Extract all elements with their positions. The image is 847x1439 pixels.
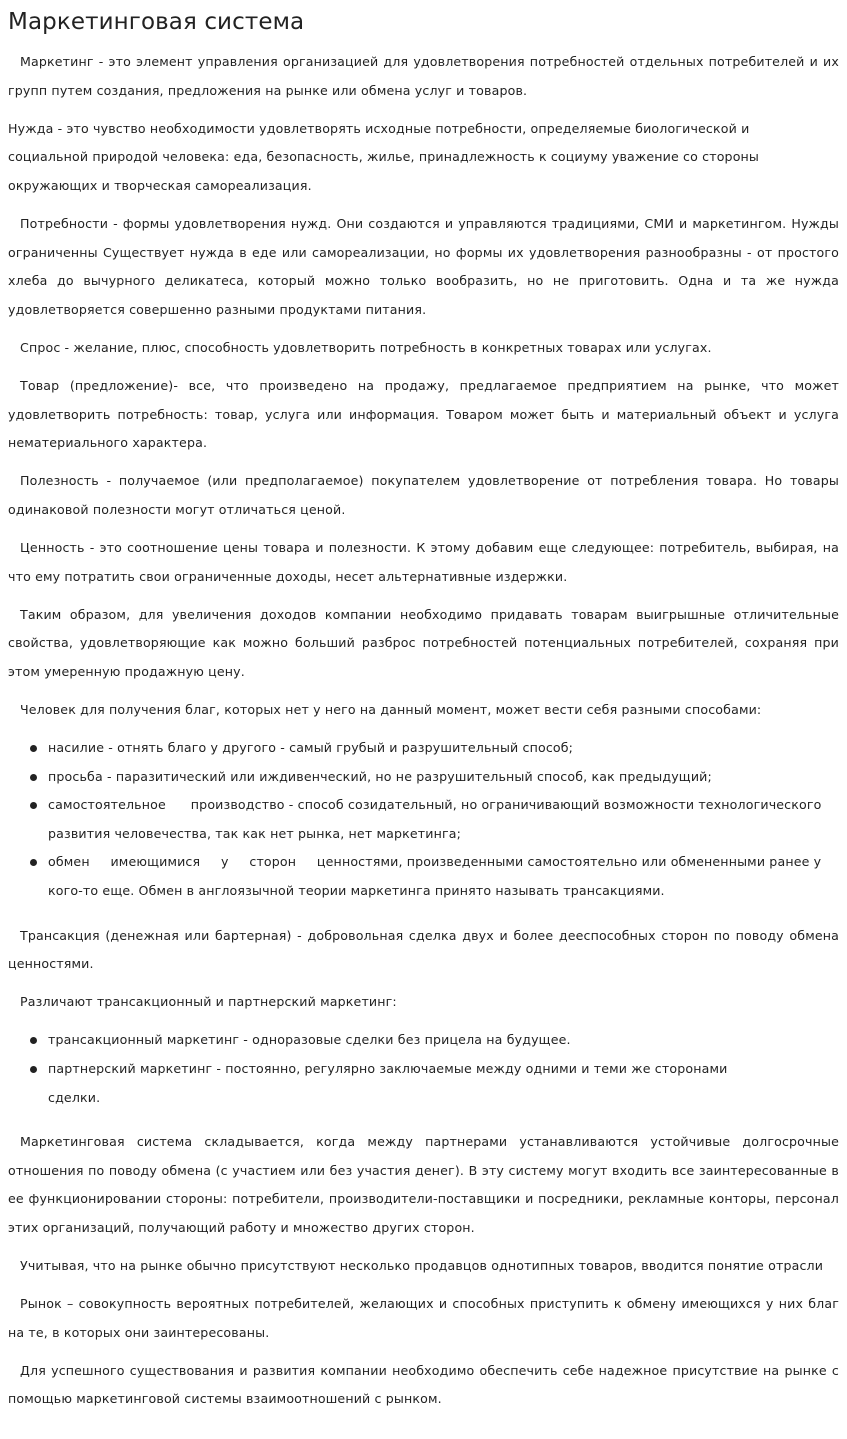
- page-title: Маркетинговая система: [8, 9, 305, 35]
- paragraph-value-definition: Ценность - это соотношение цены товара и полезности. К этому добавим еще следующее: потребитель, выбирая, на что ему потратить свои ограниченные доходы, несет альтернативные издержки.: [8, 539, 839, 584]
- list-item: [48, 763, 839, 792]
- ways-list: [8, 734, 839, 906]
- paragraph-ways-intro: Человек для получения благ, которых нет у него на данный момент, может вести себя разными способами:: [20, 701, 762, 717]
- bullet-icon: [30, 774, 37, 781]
- paragraph-final: Для успешного существования и развития компании необходимо обеспечить себе надежное присутствие на рынке с помощью маркетинговой системы взаимоотношений с рынком.: [8, 1362, 839, 1407]
- paragraph-industry-concept: Учитывая, что на рынке обычно присутствуют несколько продавцов однотипных товаров, вводится понятие отрасли: [20, 1257, 824, 1273]
- bullet-icon: [30, 745, 37, 752]
- marketing-types-list: [8, 1026, 839, 1112]
- bullet-icon: [30, 859, 37, 866]
- paragraph-transaction-definition: Трансакция (денежная или бартерная) - добровольная сделка двух и более дееспособных сторон по поводу обмена ценностями.: [8, 927, 839, 972]
- document-page: [0, 8, 847, 1439]
- list-item-text: самостоятельное производство - способ созидательный, но ограничивающий возможности технологического развития человечества, так как нет рынка, нет маркетинга;: [48, 797, 826, 841]
- list-item-text: насилие - отнять благо у другого - самый грубый и разрушительный способ;: [48, 739, 574, 755]
- paragraph-marketing-types-intro: Различают трансакционный и партнерский маркетинг:: [20, 994, 397, 1010]
- list-item-text: обмен имеющимися у сторон ценностями, произведенными самостоятельно или обмененными ранее у кого-то еще. Обмен в англоязычной теории маркетинга принято называть трансакциями.: [48, 854, 826, 898]
- list-item: [48, 1026, 839, 1055]
- list-item: [48, 1055, 748, 1112]
- bullet-icon: [30, 1037, 37, 1044]
- paragraph-market-definition: Рынок – совокупность вероятных потребителей, желающих и способных приступить к обмену имеющихся у них благ на те, в которых они заинтересованы.: [8, 1296, 839, 1340]
- bullet-icon: [30, 802, 37, 809]
- list-item: [48, 734, 839, 763]
- paragraph-marketing-system: Маркетинговая система складывается, когда между партнерами устанавливаются устойчивые долгосрочные отношения по поводу обмена (с участием или без участия денег). В эту систему могут входить все заинтересованные в ее функционировании стороны: потребители, производители-поставщики и посредники, рекламные конторы, персонал этих организаций, получающий работу и множество других сторон.: [8, 1134, 839, 1235]
- paragraph-wants-definition: Потребности - формы удовлетворения нужд. Они создаются и управляются традициями, СМИ и маркетингом. Нужды ограниченны Существует нужда в еде или самореализации, но формы их удовлетворения разнообразны - от простого хлеба до вычурного деликатеса, который можно только вообразить, но не приготовить. Одна и та же нужда удовлетворяется совершенно разными продуктами питания.: [8, 215, 839, 317]
- list-item-text: партнерский маркетинг - постоянно, регулярно заключаемые между одними и теми же сторонами сделки.: [48, 1060, 728, 1105]
- list-item: [48, 848, 830, 905]
- bullet-icon: [30, 1066, 37, 1073]
- paragraph-product-definition: Товар (предложение)- все, что произведено на продажу, предлагаемое предприятием на рынке, что может удовлетворить потребность: товар, услуга или информация. Товаром может быть и материальный объект и услуга нематериального характера.: [8, 377, 839, 451]
- list-item-text: трансакционный маркетинг - одноразовые сделки без прицела на будущее.: [48, 1032, 571, 1048]
- paragraph-demand-definition: Спрос - желание, плюс, способность удовлетворить потребность в конкретных товарах или услугах.: [20, 339, 712, 355]
- paragraph-need-definition: Нужда - это чувство необходимости удовлетворять исходные потребности, определяемые биологической и социальной природой человека: еда, безопасность, жилье, принадлежность к социуму уважение со стороны окружающих и творческая самореализация.: [8, 120, 760, 193]
- list-item-text: просьба - паразитический или иждивенческий, но не разрушительный способ, как предыдущий;: [48, 768, 712, 784]
- paragraph-marketing-definition: Маркетинг - это элемент управления организацией для удовлетворения потребностей отдельных потребителей и их групп путем создания, предложения на рынке или обмена услуг и товаров.: [8, 54, 839, 98]
- list-item: [48, 791, 830, 848]
- paragraph-conclusion: Таким образом, для увеличения доходов компании необходимо придавать товарам выигрышные отличительные свойства, удовлетворяющие как можно больший разброс потребностей потенциальных потребителей, сохраняя при этом умеренную продажную цену.: [8, 606, 839, 679]
- paragraph-utility-definition: Полезность - получаемое (или предполагаемое) покупателем удовлетворение от потребления товара. Но товары одинаковой полезности могут отличаться ценой.: [8, 473, 839, 517]
